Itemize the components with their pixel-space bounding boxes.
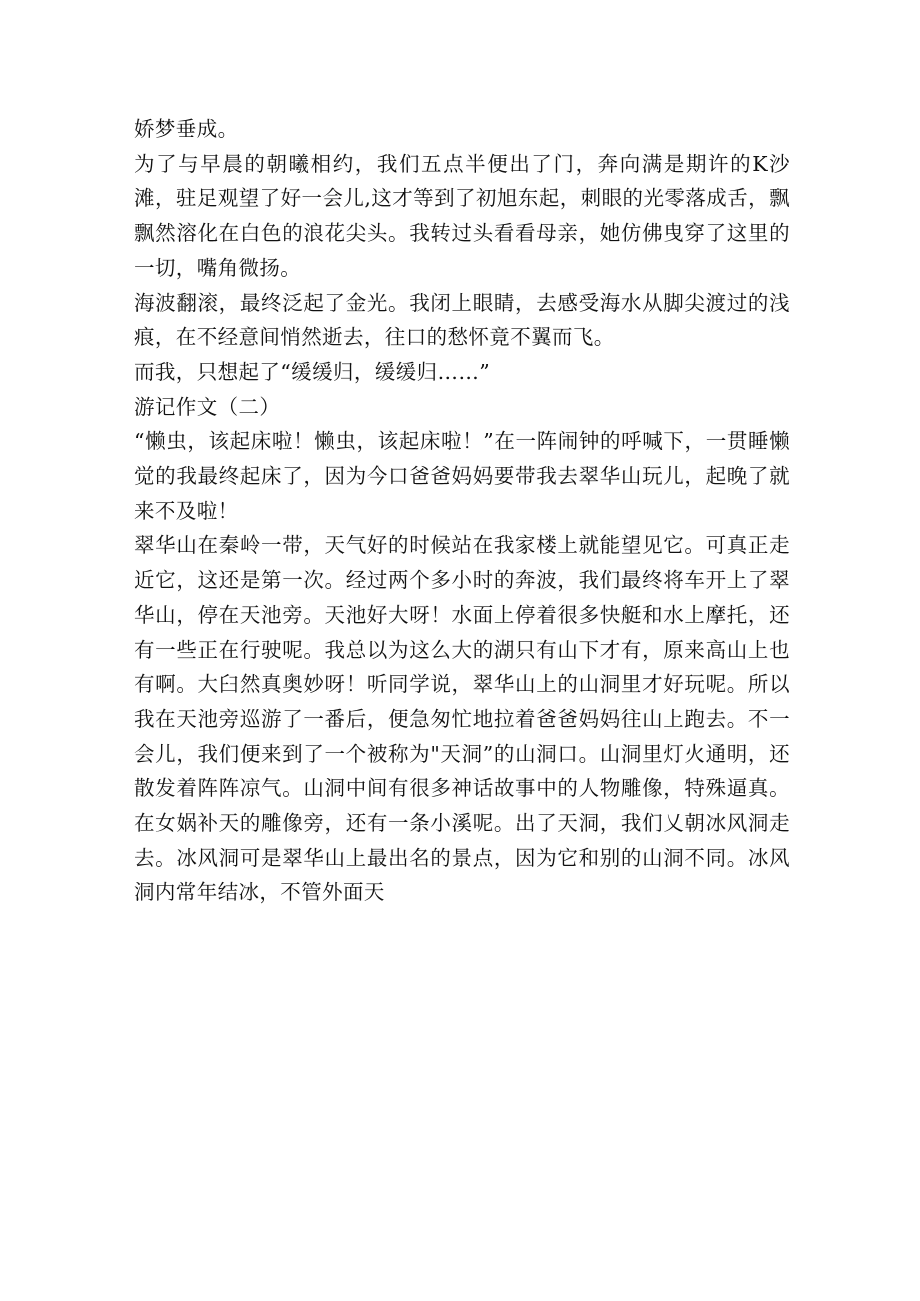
paragraph-4: 而我，只想起了“缓缓归，缓缓归……” xyxy=(134,359,491,384)
paragraph-5: “懒虫，该起床啦！懒虫，该起床啦！”在一阵闹钟的呼喊下，一贯睡懒觉的我最终起床了，因为今口爸爸妈妈要带我去翠华山玩儿，起晚了就来不及啦！ xyxy=(134,429,790,523)
section-heading: 游记作文（二） xyxy=(134,394,281,419)
document-body xyxy=(134,112,790,910)
paragraph-2: 为了与早晨的朝曦相约，我们五点半便出了门，奔向满是期许的K沙滩，驻足观望了好一会儿,这才等到了初旭东起，刺眼的光零落成舌，飘飘然溶化在白色的浪花尖头。我转过头看看母亲，她仿佛曳穿了这里的一切，嘴角微扬。 xyxy=(134,151,790,280)
paragraph-6: 翠华山在秦岭一带，天气好的时候站在我家楼上就能望见它。可真正走近它，这还是第一次。经过两个多小时的奔波，我们最终将车开上了翠华山，停在天池旁。天池好大呀！水面上停着很多快艇和水上摩托，还有一些正在行驶呢。我总以为这么大的湖只有山下才有，原来高山上也有啊。大臼然真奥妙呀！听同学说，翠华山上的山洞里才好玩呢。所以我在天池旁巡游了一番后，便急匆忙地拉着爸爸妈妈往山上跑去。不一会儿，我们便来到了一个被称为"天洞”的山洞口。山洞里灯火通明，还散发着阵阵凉气。山洞中间有很多神话故事中的人物雕像，特殊逼真。在女娲补天的雕像旁，还有一条小溪呢。出了天洞，我们乂朝冰风洞走去。冰风洞可是翠华山上最出名的景点，因为它和别的山洞不同。冰风洞内常年结冰，不管外面天 xyxy=(134,533,790,905)
paragraph-1: 娇梦垂成。 xyxy=(134,117,239,141)
paragraph-3: 海波翻滚，最终泛起了金光。我闭上眼睛，去感受海水从脚尖渡过的浅痕，在不经意间悄然逝去，往口的愁怀竟不翼而飞。 xyxy=(134,290,790,350)
